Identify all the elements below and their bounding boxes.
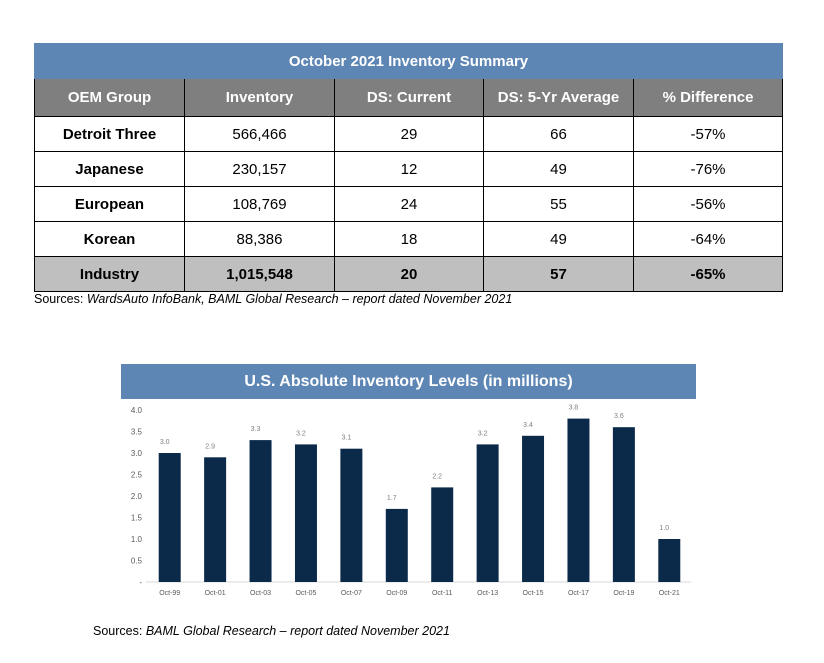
bar-data-label: 1.0 [659, 525, 670, 532]
bar [340, 449, 362, 582]
chart-title: U.S. Absolute Inventory Levels (in millions) [121, 364, 696, 399]
source-text: WardsAuto InfoBank, BAML Global Research – report dated November 2021 [86, 292, 513, 306]
bar [386, 509, 408, 582]
x-tick-label: Oct-99 [159, 590, 181, 597]
inventory-cell: 88,386 [185, 222, 335, 257]
oem-group-cell: Japanese [35, 152, 185, 187]
table-row [35, 117, 783, 152]
bar-data-label: 3.0 [159, 439, 170, 446]
y-tick-label: - [139, 578, 142, 587]
pct-difference-cell: -56% [634, 187, 783, 222]
oem-group-cell: Korean [35, 222, 185, 257]
x-tick-label: Oct-21 [658, 590, 680, 597]
bar-data-label: 1.7 [386, 494, 397, 502]
total-ds-average-cell: 57 [484, 257, 634, 292]
y-tick-label: 3.5 [130, 427, 142, 437]
ds-current-cell: 18 [335, 222, 484, 257]
bar [431, 487, 453, 582]
total-label-cell: Industry [35, 257, 185, 292]
column-header: DS: 5-Yr Average [484, 79, 634, 117]
column-header: Inventory [185, 79, 335, 117]
table-row [35, 152, 783, 187]
bar [204, 457, 226, 582]
table-row [35, 222, 783, 257]
y-tick-label: 3.0 [130, 449, 142, 458]
x-tick-label: Oct-03 [250, 590, 272, 597]
x-tick-label: Oct-11 [431, 590, 453, 597]
x-tick-label: Oct-01 [204, 590, 226, 597]
column-header: OEM Group [35, 79, 185, 117]
source-text: BAML Global Research – report dated November 2021 [145, 624, 450, 638]
y-tick-label: 0.5 [130, 556, 142, 566]
pct-difference-cell: -76% [634, 152, 783, 187]
inventory-cell: 108,769 [185, 187, 335, 222]
bar [567, 419, 589, 582]
source-prefix: Sources: [93, 624, 146, 638]
pct-difference-cell: -64% [634, 222, 783, 257]
bar-data-label: 2.2 [432, 473, 443, 481]
ds-current-cell: 12 [335, 152, 484, 187]
pct-difference-cell: -57% [634, 117, 783, 152]
x-tick-label: Oct-19 [613, 590, 635, 597]
bar [613, 427, 635, 582]
table-title: October 2021 Inventory Summary [35, 44, 783, 79]
ds-average-cell: 49 [484, 222, 634, 257]
ds-current-cell: 24 [335, 187, 484, 222]
table-header-row [35, 79, 783, 117]
bar-data-label: 3.8 [568, 404, 579, 412]
column-header: DS: Current [335, 79, 484, 117]
bar [658, 539, 680, 582]
ds-average-cell: 49 [484, 152, 634, 187]
table-source-note [34, 292, 512, 306]
source-prefix: Sources: [34, 292, 87, 306]
x-tick-label: Oct-13 [477, 590, 499, 597]
x-tick-label: Oct-09 [386, 590, 408, 597]
inventory-summary-table [34, 43, 783, 292]
bar [522, 436, 544, 582]
bar [477, 444, 499, 582]
bar-data-label: 3.1 [341, 434, 352, 442]
column-header: % Difference [634, 79, 783, 117]
x-tick-label: Oct-07 [340, 590, 362, 597]
total-inventory-cell: 1,015,548 [185, 257, 335, 292]
inventory-bar-chart [121, 400, 696, 600]
table-total-row [35, 257, 783, 292]
x-tick-label: Oct-05 [295, 590, 317, 597]
inventory-cell: 230,157 [185, 152, 335, 187]
inventory-cell: 566,466 [185, 117, 335, 152]
y-tick-label: 4.0 [130, 406, 142, 415]
bar [159, 453, 181, 582]
x-tick-label: Oct-15 [522, 590, 544, 597]
bar [295, 444, 317, 582]
bar-data-label: 3.3 [250, 426, 261, 434]
bar-data-label: 3.4 [523, 421, 533, 429]
x-tick-label: Oct-17 [567, 590, 589, 597]
y-tick-label: 2.0 [130, 492, 142, 501]
ds-average-cell: 55 [484, 187, 634, 222]
y-tick-label: 1.5 [130, 513, 142, 523]
total-pct-difference-cell: -65% [634, 257, 783, 292]
bar [250, 440, 272, 582]
ds-current-cell: 29 [335, 117, 484, 152]
bar-data-label: 2.9 [205, 443, 215, 451]
bar-data-label: 3.2 [296, 430, 306, 438]
oem-group-cell: European [35, 187, 185, 222]
y-tick-label: 1.0 [130, 535, 142, 544]
ds-average-cell: 66 [484, 117, 634, 152]
total-ds-current-cell: 20 [335, 257, 484, 292]
table-row [35, 187, 783, 222]
oem-group-cell: Detroit Three [35, 117, 185, 152]
bar-data-label: 3.2 [477, 430, 488, 438]
bar-data-label: 3.6 [614, 413, 624, 421]
y-tick-label: 2.5 [130, 470, 142, 480]
chart-source-note [93, 624, 450, 638]
